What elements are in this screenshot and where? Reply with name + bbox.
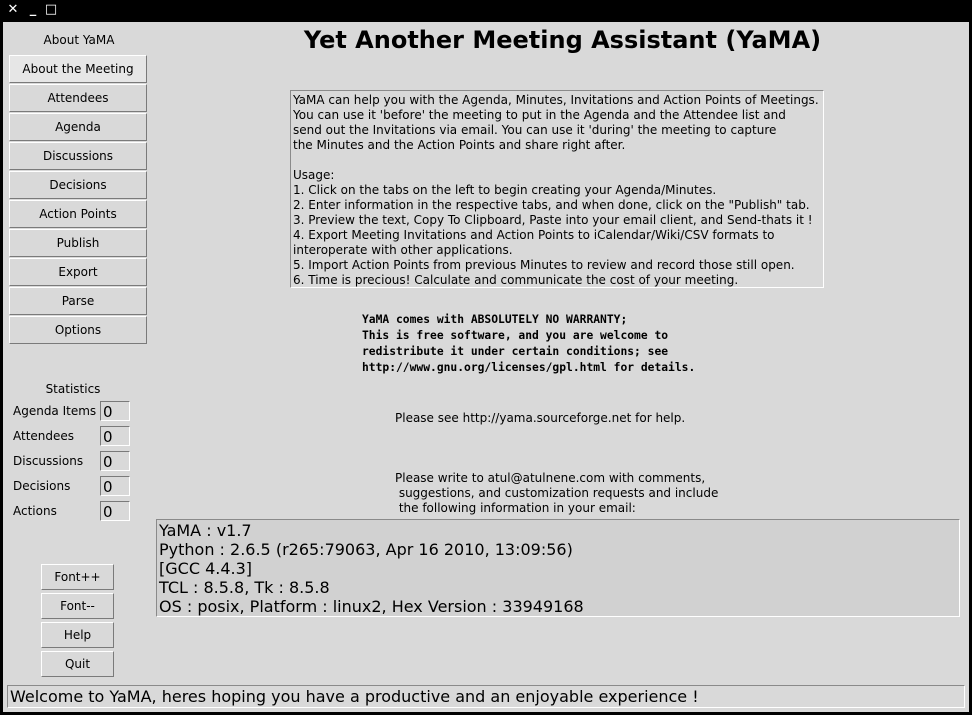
window-titlebar bbox=[0, 0, 972, 22]
stat-label-agenda-items: Agenda Items bbox=[13, 404, 97, 418]
page-title: Yet Another Meeting Assistant (YaMA) bbox=[303, 26, 822, 54]
sidebar-title: About YaMA bbox=[43, 33, 115, 47]
nav-attendees-button[interactable]: Attendees bbox=[9, 84, 147, 112]
stat-label-decisions: Decisions bbox=[13, 479, 71, 493]
nav-options-button[interactable]: Options bbox=[9, 316, 147, 344]
close-icon[interactable]: ✕ bbox=[7, 2, 19, 17]
quit-button[interactable]: Quit bbox=[41, 651, 114, 677]
nav-publish-button[interactable]: Publish bbox=[9, 229, 147, 257]
nav-parse-button[interactable]: Parse bbox=[9, 287, 147, 315]
window-border-left bbox=[0, 22, 3, 715]
stat-value-actions: 0 bbox=[100, 501, 130, 521]
system-info-box[interactable]: YaMA : v1.7 Python : 2.6.5 (r265:79063, Apr 16 2010, 13:09:56) [GCC 4.4.3] TCL : 8.5.8, Tk : 8.5.8 OS : posix, Platform : linux2, Hex Version : 33949168 bbox=[156, 519, 960, 617]
statistics-title: Statistics bbox=[45, 382, 101, 396]
stat-label-actions: Actions bbox=[13, 504, 57, 518]
font-increase-button[interactable]: Font++ bbox=[41, 564, 114, 590]
help-url-text: Please see http://yama.sourceforge.net for help. bbox=[395, 411, 686, 425]
contact-text: Please write to atul@atulnene.com with comments, suggestions, and customization requests and include the following information in your email: bbox=[395, 471, 719, 515]
help-button[interactable]: Help bbox=[41, 622, 114, 648]
nav-agenda-button[interactable]: Agenda bbox=[9, 113, 147, 141]
nav-about-meeting-button[interactable]: About the Meeting bbox=[9, 55, 147, 83]
maximize-icon[interactable]: □ bbox=[44, 2, 58, 17]
stat-value-agenda-items: 0 bbox=[100, 401, 130, 421]
stat-value-discussions: 0 bbox=[100, 451, 130, 471]
intro-text-box: YaMA can help you with the Agenda, Minutes, Invitations and Action Points of Meetings. You can use it 'before' the meeting to put in the Agenda and the Attendee list and send out the Invitations via email. You can use it 'during' the meeting to capture the Minutes and the Action Points and share right after. Usage: 1. Click on the tabs on the left to begin creating your Agenda/Minutes. 2. Enter information in the respective tabs, and when done, click on the "Publish" tab. 3. Preview the text, Copy To Clipboard, Paste into your email client, and Send-thats it ! 4. Export Meeting Invitations and Action Points to iCalendar/Wiki/CSV formats to interoperate with other applications. 5. Import Action Points from previous Minutes to review and record those still open. 6. Time is precious! Calculate and communicate the cost of your meeting. bbox=[290, 90, 824, 288]
minimize-icon[interactable]: _ bbox=[29, 2, 37, 17]
warranty-notice: YaMA comes with ABSOLUTELY NO WARRANTY; This is free software, and you are welcome to redistribute it under certain conditions; see http://www.gnu.org/licenses/gpl.html for details. bbox=[362, 313, 696, 374]
nav-decisions-button[interactable]: Decisions bbox=[9, 171, 147, 199]
stat-value-attendees: 0 bbox=[100, 426, 130, 446]
stat-value-decisions: 0 bbox=[100, 476, 130, 496]
stat-label-attendees: Attendees bbox=[13, 429, 75, 443]
font-decrease-button[interactable]: Font-- bbox=[41, 593, 114, 619]
stat-label-discussions: Discussions bbox=[13, 454, 84, 468]
nav-action-points-button[interactable]: Action Points bbox=[9, 200, 147, 228]
nav-export-button[interactable]: Export bbox=[9, 258, 147, 286]
nav-discussions-button[interactable]: Discussions bbox=[9, 142, 147, 170]
status-bar: Welcome to YaMA, heres hoping you have a productive and an enjoyable experience ! bbox=[7, 685, 965, 708]
